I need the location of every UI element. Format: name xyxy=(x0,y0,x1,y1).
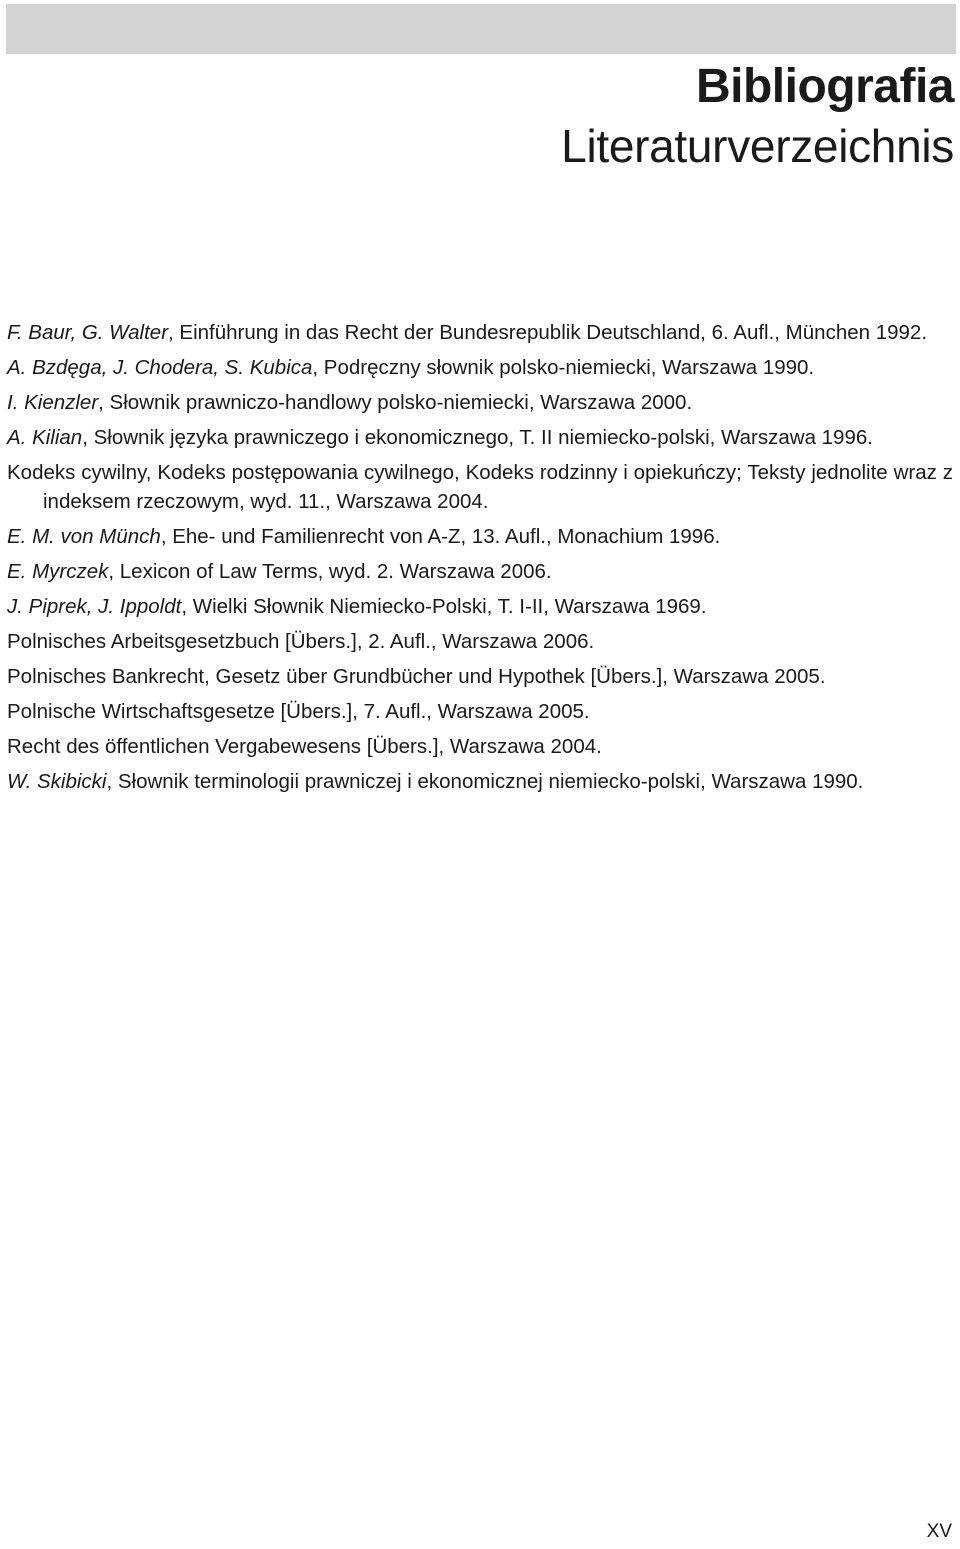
bibliography-entry xyxy=(7,318,953,347)
entry-text: Polnisches Arbeitsgesetzbuch [Übers.], 2. Aufl., Warszawa 2006. xyxy=(7,630,595,653)
entry-authors: A. Kilian xyxy=(7,426,83,449)
page-subtitle: Literaturverzeichnis xyxy=(561,120,954,172)
entry-text: , Wielki Słownik Niemiecko-Polski, T. I-II, Warszawa 1969. xyxy=(181,595,707,618)
entry-text: Polnisches Bankrecht, Gesetz über Grundbücher und Hypothek [Übers.], Warszawa 2005. xyxy=(7,665,826,688)
bibliography-entry xyxy=(7,592,953,621)
entry-text: , Słownik terminologii prawniczej i ekonomicznej niemiecko-polski, Warszawa 1990. xyxy=(106,770,864,793)
page-title: Bibliografia xyxy=(695,60,954,113)
entry-text: Kodeks cywilny, Kodeks postępowania cywilnego, Kodeks rodzinny i opiekuńczy; Teksty jednolite wraz z indeksem rzeczowym, wyd. 11., Warszawa 2004. xyxy=(7,461,953,513)
page-number: XV xyxy=(926,1521,952,1542)
entry-authors: F. Baur, G. Walter xyxy=(7,321,169,344)
bibliography-entry xyxy=(7,557,953,586)
entry-text: , Słownik języka prawniczego i ekonomicznego, T. II niemiecko-polski, Warszawa 1996. xyxy=(82,426,873,449)
entry-text: , Słownik prawniczo-handlowy polsko-niemiecki, Warszawa 2000. xyxy=(98,391,693,414)
bibliography-entry xyxy=(7,627,953,656)
entry-text: , Lexicon of Law Terms, wyd. 2. Warszawa 2006. xyxy=(108,560,552,583)
entry-text: , Einführung in das Recht der Bundesrepublik Deutschland, 6. Aufl., München 1992. xyxy=(168,321,928,344)
entry-text: , Podręczny słownik polsko-niemiecki, Warszawa 1990. xyxy=(312,356,815,379)
bibliography-entry xyxy=(7,732,953,761)
entry-text: Recht des öffentlichen Vergabewesens [Übers.], Warszawa 2004. xyxy=(7,735,602,758)
entry-authors: W. Skibicki xyxy=(7,770,107,793)
bibliography-entry xyxy=(7,697,953,726)
bibliography-entry xyxy=(7,522,953,551)
entry-authors: E. M. von Münch xyxy=(7,525,161,548)
bibliography-entry xyxy=(7,388,953,417)
bibliography-entry xyxy=(7,662,953,691)
bibliography-entry xyxy=(7,767,953,796)
entry-text: Polnische Wirtschaftsgesetze [Übers.], 7. Aufl., Warszawa 2005. xyxy=(7,700,590,723)
entry-authors: I. Kienzler xyxy=(7,391,99,414)
bibliography-list xyxy=(7,318,953,796)
bibliography-entry xyxy=(7,423,953,452)
bibliography-entry xyxy=(7,458,953,516)
entry-authors: E. Myrczek xyxy=(7,560,109,583)
header-bar xyxy=(6,4,956,54)
title-block xyxy=(561,58,954,176)
bibliography-entry xyxy=(7,353,953,382)
entry-authors: J. Piprek, J. Ippoldt xyxy=(7,595,182,618)
entry-authors: A. Bzdęga, J. Chodera, S. Kubica xyxy=(7,356,313,379)
entry-text: , Ehe- und Familienrecht von A-Z, 13. Aufl., Monachium 1996. xyxy=(160,525,721,548)
